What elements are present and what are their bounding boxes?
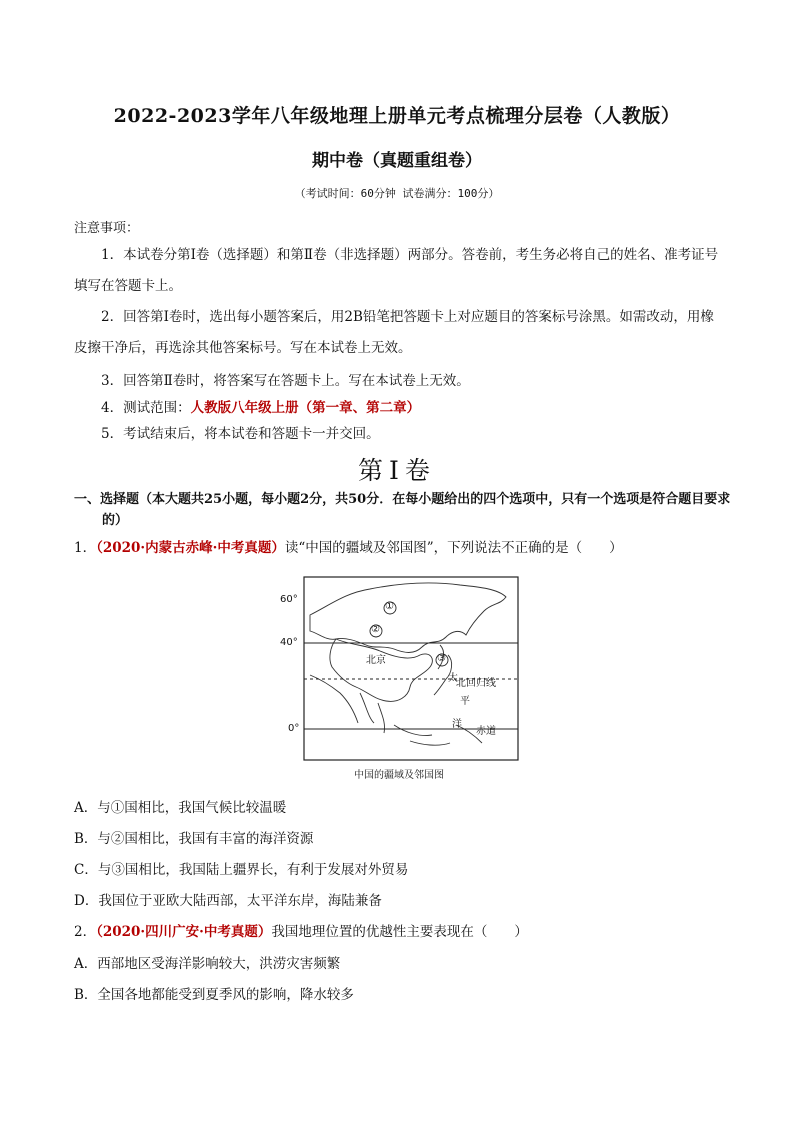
- q1-option-b[interactable]: B．与②国相比，我国有丰富的海洋资源: [74, 831, 314, 847]
- map-caption: 中国的疆域及邻国图: [354, 770, 444, 781]
- notice-item-5: 5．考试结束后，将本试卷和答题卡一并交回。: [101, 426, 380, 442]
- country-1-label: ①: [385, 601, 394, 612]
- pacific-char-3: 洋: [452, 719, 462, 730]
- question-2-number: 2．: [74, 924, 97, 940]
- country-2-label: ②: [371, 624, 380, 635]
- question-2-source: （2020·四川广安·中考真题）: [96, 924, 272, 940]
- q1-option-c[interactable]: C．与③国相比，我国陆上疆界长，有利于发展对外贸易: [74, 862, 409, 878]
- question-1-text: 读“中国的疆域及邻国图”，下列说法不正确的是（ ）: [284, 540, 623, 556]
- equator-label: 赤道: [476, 726, 496, 737]
- question-1-stem: [74, 536, 623, 556]
- country-3-label: ③: [437, 653, 446, 664]
- latitude-60-label: 60°: [280, 594, 298, 605]
- notice-heading: 注意事项：: [74, 221, 140, 236]
- latitude-0-label: 0°: [288, 723, 300, 734]
- notice-item-4-prefix: 4．测试范围：: [101, 400, 191, 416]
- exam-info: （考试时间：60分钟 试卷满分：100分）: [294, 187, 500, 200]
- test-range: 人教版八年级上册（第一章、第二章）: [190, 400, 421, 416]
- document-subtitle: 期中卷（真题重组卷）: [312, 151, 482, 171]
- q2-option-b[interactable]: B．全国各地都能受到夏季风的影响，降水较多: [74, 987, 354, 1003]
- map-graphic: [270, 575, 540, 770]
- part-title: 第Ⅰ卷: [358, 456, 436, 485]
- q2-option-a[interactable]: A．西部地区受海洋影响较大，洪涝灾害频繁: [74, 956, 341, 972]
- q1-option-d[interactable]: D．我国位于亚欧大陆西部，太平洋东岸，海陆兼备: [74, 893, 382, 909]
- pacific-char-1: 太: [448, 673, 458, 684]
- beijing-label: 北京: [366, 655, 386, 666]
- latitude-40-label: 40°: [280, 637, 298, 648]
- question-1-number: 1．: [74, 540, 97, 556]
- question-2-stem: [74, 920, 528, 940]
- section-heading-text: 一、选择题（本大题共25小题，每小题2分，共50分．在每小题给出的四个选项中，只有一个选项是符合题目要求的）: [74, 492, 731, 528]
- question-2-text: 我国地理位置的优越性主要表现在（ ）: [271, 924, 528, 940]
- document-title: 2022-2023学年八年级地理上册单元考点梳理分层卷（人教版）: [113, 105, 681, 127]
- q1-option-a[interactable]: A．与①国相比，我国气候比较温暖: [74, 800, 287, 816]
- section-heading: [74, 489, 734, 531]
- question-1-source: （2020·内蒙古赤峰·中考真题）: [96, 540, 285, 556]
- tropic-label: 北回归线: [456, 678, 496, 689]
- notice-item-3: 3．回答第Ⅱ卷时，将答案写在答题卡上。写在本试卷上无效。: [101, 373, 470, 389]
- pacific-char-2: 平: [460, 696, 470, 707]
- notice-item-2: 2．回答第Ⅰ卷时，选出每小题答案后，用2B铅笔把答题卡上对应题目的答案标号涂黑。如需改动，用橡皮擦干净后，再选涂其他答案标号。写在本试卷上无效。: [74, 309, 714, 356]
- china-territory-map: [270, 575, 540, 785]
- notice-item-1: 1．本试卷分第Ⅰ卷（选择题）和第Ⅱ卷（非选择题）两部分。答卷前，考生务必将自己的姓名、准考证号填写在答题卡上。: [74, 247, 719, 294]
